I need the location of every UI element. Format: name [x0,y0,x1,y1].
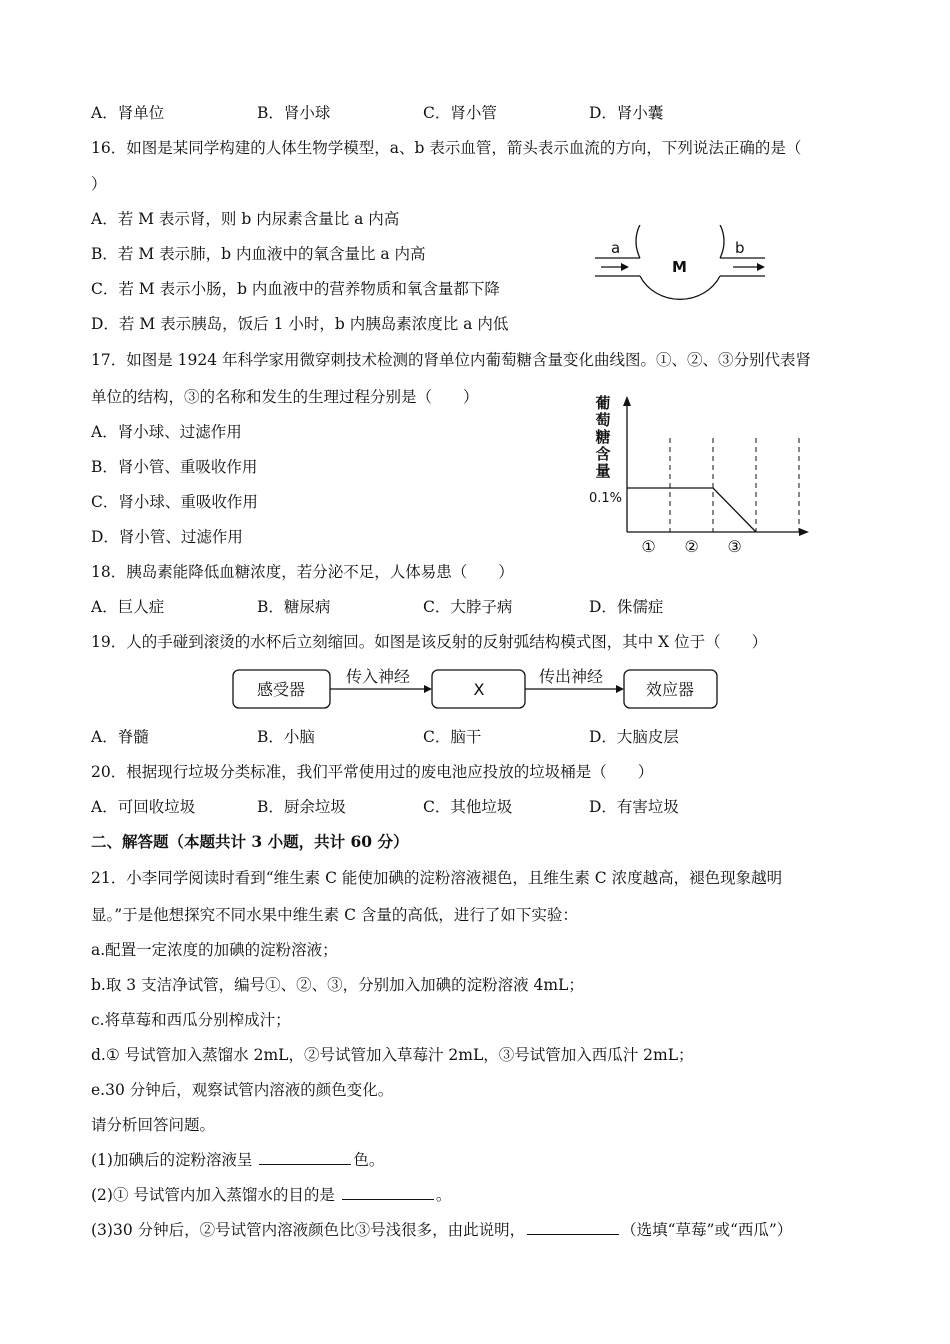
q18-stem: 18．胰岛素能降低血糖浓度，若分泌不足，人体易患（ ） [91,563,514,581]
organ-m-label: M [672,258,687,276]
q20-option-c: C．其他垃圾 [423,798,513,816]
q16-option-d: D．若 M 表示胰岛，饭后 1 小时，b 内胰岛素浓度比 a 内低 [91,315,509,333]
q21-sub1 [91,1150,384,1170]
chart-series-line [627,488,756,532]
q18-option-c: C．大脖子病 [423,598,513,616]
q21-prompt: 请分析回答问题。 [91,1116,216,1134]
q17-option-a: A．肾小球、过滤作用 [91,423,242,441]
q21-sub3 [91,1220,792,1240]
chart-x-tick-label: ② [684,537,699,556]
q18-option-d: D．侏儒症 [589,598,664,616]
q21-sub3-suffix: （选填“草莓”或“西瓜”） [621,1221,793,1239]
chart-y-axis-label-char: 量 [595,462,611,480]
q20-option-b: B．厨余垃圾 [257,798,346,816]
q16-stem: 16．如图是某同学构建的人体生物学模型，a、b 表示血管，箭头表示血流的方向，下列说法正确的是（ [91,139,802,157]
efferent-label: 传出神经 [538,667,604,686]
q20-stem: 20．根据现行垃圾分类标准，我们平常使用过的废电池应投放的垃圾桶是（ ） [91,763,654,781]
q18-option-a: A．巨人症 [91,598,165,616]
q21-sub1-text: (1)加碘后的淀粉溶液呈 [91,1151,258,1169]
q21-sub2-suffix: 。 [435,1186,452,1204]
q21-step-a: a.配置一定浓度的加碘的淀粉溶液； [91,941,338,959]
vessel-b-label: b [735,239,745,257]
chart-y-tick-label: 0.1% [589,491,623,506]
q15-option-b: B．肾小球 [257,104,331,122]
chart-x-tick-label: ③ [727,537,742,556]
q17-option-d: D．肾小管、过滤作用 [91,528,243,546]
chart-y-axis-label-char: 萄 [595,411,611,429]
reflex-arc-diagram [228,662,728,712]
q21-step-c: c.将草莓和西瓜分别榨成汁； [91,1011,291,1029]
q21-sub2-text: (2)① 号试管内加入蒸馏水的目的是 [91,1186,340,1204]
q21-step-d: d.① 号试管加入蒸馏水 2mL，②号试管加入草莓汁 2mL，③号试管加入西瓜汁 2mL； [91,1046,694,1064]
q21-line2: 显。”于是他想探究不同水果中维生素 C 含量的高低，进行了如下实验： [91,906,578,924]
q21-sub2-blank[interactable] [342,1185,434,1200]
chart-y-axis-label-char: 含 [595,445,611,463]
q21-sub1-suffix: 色。 [353,1151,385,1169]
afferent-label: 传入神经 [345,667,411,686]
q17-stem: 17．如图是 1924 年科学家用微穿刺技术检测的肾单位内葡萄糖含量变化曲线图。①、②、③分别代表肾 [91,351,812,369]
q16-organ-diagram [593,225,768,310]
chart-x-axis-arrow [799,528,809,536]
q19-stem: 19．人的手碰到滚烫的水杯后立刻缩回。如图是该反射的反射弧结构模式图，其中 X 位于（ ） [91,633,768,651]
q21-line1: 21．小李同学阅读时看到“维生素 C 能使加碘的淀粉溶液褪色，且维生素 C 浓度越高，褪色现象越明 [91,869,783,887]
q19-option-c: C．脑干 [423,728,482,746]
center-x-label: X [473,680,485,699]
q17-stem-cont: 单位的结构，③的名称和发生的生理过程分别是（ ） [91,388,479,406]
q20-option-d: D．有害垃圾 [589,798,679,816]
chart-y-axis-label-char: 糖 [595,428,611,446]
q16-option-a: A．若 M 表示肾，则 b 内尿素含量比 a 内高 [91,210,400,228]
q21-sub1-blank[interactable] [259,1150,351,1165]
q16-option-b: B．若 M 表示肺，b 内血液中的氧含量比 a 内高 [91,245,426,263]
chart-x-tick-label: ① [641,537,656,556]
q15-option-d: D．肾小囊 [589,104,664,122]
q19-option-a: A．脊髓 [91,728,149,746]
q17-option-b: B．肾小管、重吸收作用 [91,458,258,476]
q21-step-e: e.30 分钟后，观察试管内溶液的颜色变化。 [91,1081,394,1099]
q16-option-c: C．若 M 表示小肠，b 内血液中的营养物质和氧含量都下降 [91,280,500,298]
q21-sub3-text: (3)30 分钟后，②号试管内溶液颜色比③号浅很多，由此说明， [91,1221,526,1239]
q20-option-a: A．可回收垃圾 [91,798,196,816]
effector-label: 效应器 [645,680,695,699]
vessel-a-label: a [611,239,621,257]
section-heading: 二、解答题（本题共计 3 小题，共计 60 分） [91,832,409,851]
q21-sub3-blank[interactable] [527,1220,619,1235]
q15-option-a: A．肾单位 [91,104,165,122]
q18-option-b: B．糖尿病 [257,598,331,616]
q21-sub2 [91,1185,451,1205]
q21-step-b: b.取 3 支洁净试管，编号①、②、③，分别加入加碘的淀粉溶液 4mL； [91,976,584,994]
glucose-chart [585,390,825,565]
chart-y-axis-arrow [623,396,631,406]
q19-option-d: D．大脑皮层 [589,728,679,746]
chart-y-axis-label-char: 葡 [595,394,611,412]
receptor-label: 感受器 [256,680,306,699]
q16-stem-cont: ） [91,175,107,193]
chart-y-axis-label [594,394,610,480]
q15-option-c: C．肾小管 [423,104,497,122]
q17-option-c: C．肾小球、重吸收作用 [91,493,258,511]
q19-option-b: B．小脑 [257,728,315,746]
